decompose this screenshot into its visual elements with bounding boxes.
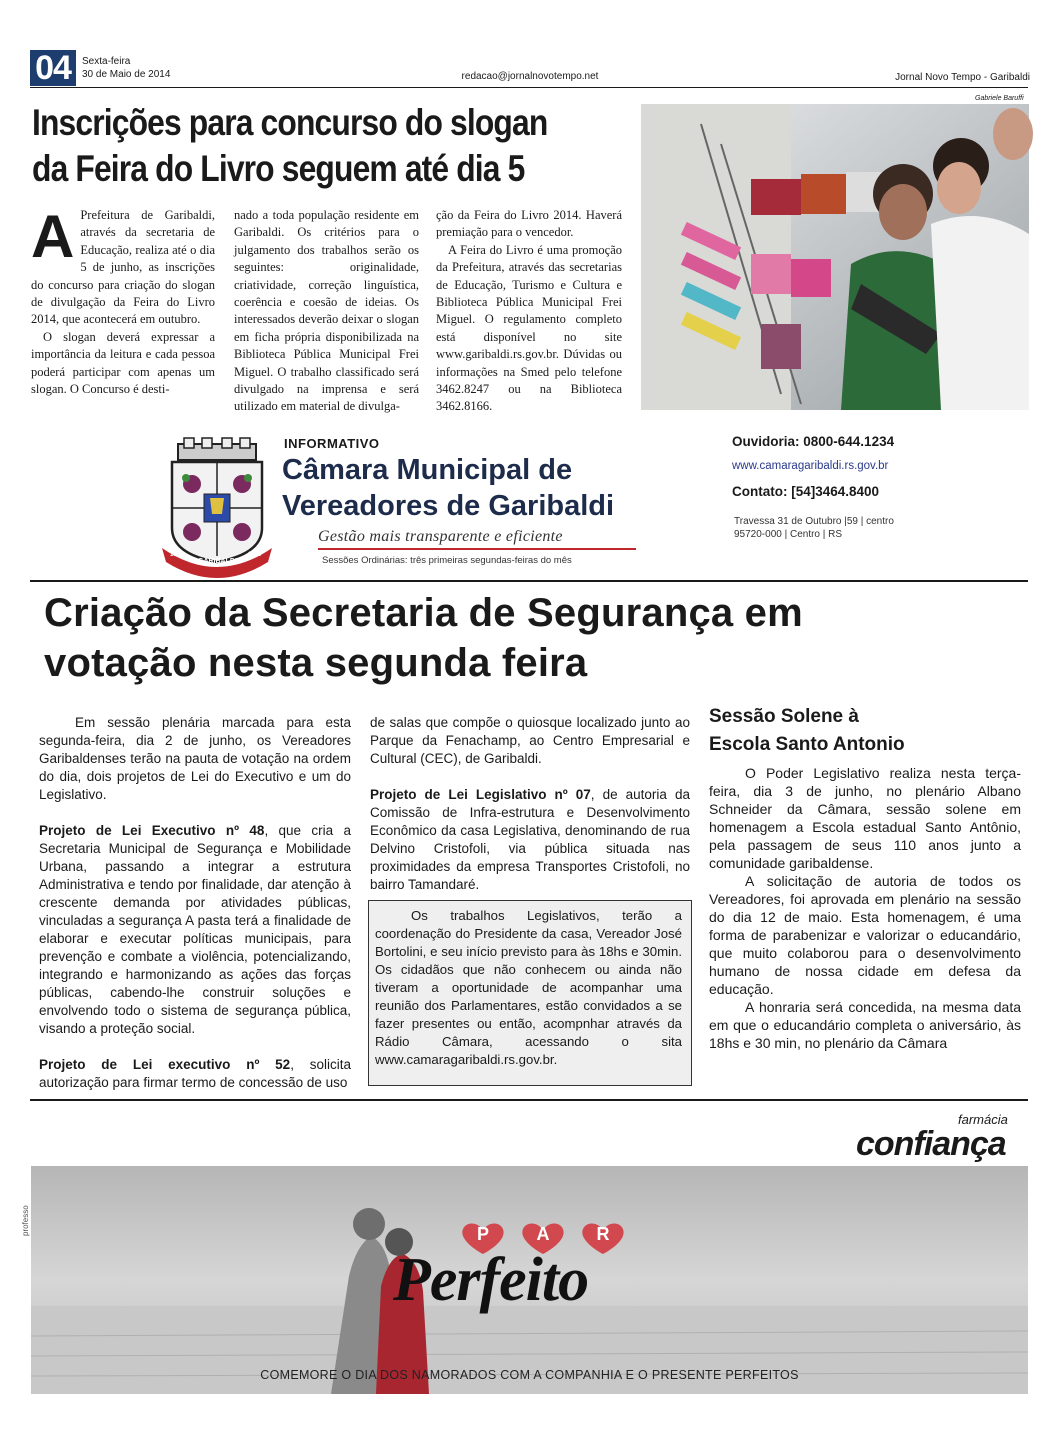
bill-07-text: , de autoria da Comissão de Infra-estrutura e Desenvolvimento Econômico da casa Legislativa, denominando de rua Delvino Cristofoli, via pública situada nas proximidades da empresa Transportes Cristofoli, no bairro Tamandaré.: [370, 787, 690, 892]
article2-title-line1: Criação da Secretaria de Segurança em: [44, 591, 803, 635]
weekday: Sexta-feira: [82, 56, 131, 67]
brand-small: farmácia: [958, 1112, 1008, 1127]
dropcap: A: [31, 203, 75, 270]
ad-divider: [30, 1099, 1028, 1101]
session-info-box: [368, 900, 692, 1086]
date: 30 de Maio de 2014: [82, 69, 171, 80]
article3-p2: A solicitação de autoria de todos os Vereadores, foi aprovada em plenário na sessão do dia 12 de maio. Esta homenagem, é uma forma de parabenizar e valorizar o educandário, que muito colaborou para o desenvolvimento humano de nossa cidade em defesa da educação.: [709, 873, 1021, 997]
page-number: 04: [30, 50, 76, 86]
session-info-text-wrap: [375, 907, 682, 1069]
article2-col2: [370, 714, 690, 894]
bill-48-text: , que cria a Secretaria Municipal de Segurança e Mobilidade Urbana, passando a integrar a estrutura Administrativa e tendo por finalidade, dar atenção à crescente demanda por atividades públicas, vinculadas a segurança A pasta terá a finalidade de elaborar e executar políticas municipais, para prevenção e combate a violência, potencializando, integrando e harmonizando as ações das forças públicas, cabendo-lhe construir soluções e envolvendo todo o sistema de segurança pública, visando a proteção social.: [39, 823, 351, 1036]
article1-title-line1: Inscrições para concurso do slogan: [32, 102, 548, 143]
address-line1: Travessa 31 de Outubro |59 | centro: [734, 516, 894, 527]
section-divider: [30, 580, 1028, 582]
article1-col1-p2: O slogan deverá expressar a importância da leitura e cada pessoa poderá participar com apenas um slogan. O Concurso é desti-: [31, 329, 215, 397]
article1-col1: [31, 203, 215, 398]
bill-52-text: , solicita autorização para firmar termo de concessão de uso: [39, 1057, 351, 1090]
bill-48-title: Projeto de Lei Executivo nº 48: [39, 823, 265, 838]
ad-slogan: COMEMORE O DIA DOS NAMORADOS COM A COMPANHIA E O PRESENTE PERFEITOS: [260, 1368, 799, 1382]
par-letter-p: P: [476, 1224, 489, 1244]
article1-col3-p2: A Feira do Livro é uma promoção da Prefeitura, através das secretarias de Educação, Turismo e Cultura e Biblioteca Pública Municipal Frei Miguel. O regulamento completo está disponível no site www.garibaldi.rs.gov.br. Dúvidas ou informações na Smed pelo telefone 3462.8247 ou na Biblioteca 3462.8166.: [436, 242, 622, 414]
camara-tagline: Gestão mais transparente e eficiente: [318, 528, 563, 545]
tagline-underline: [318, 548, 636, 550]
camara-name-line2: Vereadores de Garibaldi: [282, 490, 615, 522]
article2-col1-p1: Em sessão plenária marcada para esta segunda-feira, dia 2 de junho, os Vereadores Garibaldenses terão na pauta de votação na ordem do dia, dois projetos de Lei do Executivo e um do Legislativo.: [39, 715, 351, 802]
article3-p3: A honraria será concedida, na mesma data em que o educandário completa o aniversário, às 18hs e 30 min, no plenário da Câmara: [709, 999, 1021, 1051]
article1-col2-p1: nado a toda população residente em Garibaldi. Os critérios para o julgamento dos trabalhos serão os seguintes: originalidade, criatividade, correção linguística, coerência e coesão de ideias. Os interessados deverão deixar o slogan em ficha própria disponibilizada na Biblioteca Pública Municipal Frei Miguel. O trabalho classificado será divulgado na imprensa e será utilizado em material de divulga-: [234, 208, 419, 414]
garibaldi-crest: [158, 436, 276, 576]
article2-col2-p1: de salas que compõe o quiosque localizado junto ao Parque da Fenachamp, ao Centro Empresarial e Cultural (CEC), de Garibaldi.: [370, 715, 690, 766]
issue-date: [82, 55, 170, 81]
book-fair-photo: [641, 104, 1029, 410]
article3-body: [709, 764, 1021, 1052]
header-rule: [30, 87, 1028, 88]
perfeito-script: Perfeito: [393, 1246, 589, 1314]
agency-credit: professo: [21, 1205, 30, 1236]
camara-name-line1: Câmara Municipal de: [282, 454, 573, 486]
article2-col1-p2: [39, 822, 351, 1038]
article1-title-line2: da Feira do Livro seguem até dia 5: [32, 148, 525, 189]
session-info-text: Os trabalhos Legislativos, terão a coordenação do Presidente da casa, Vereador José Bortolini, e seu início previsto para às 18hs e 30min. Os cidadãos que não conhecem ou ainda não tiveram a oportunidade de acompanhar uma reunião dos Parlamentares, estão convidados a se fazer presentes ou então, acompnhar através da Rádio Câmara, acessando o sita www.camaragaribaldi.rs.gov.br.: [375, 908, 682, 1067]
brand-name: confiança: [856, 1125, 1006, 1163]
article1-col1-p1: Prefeitura de Garibaldi, através da secretaria de Educação, realiza até o dia 5 de junho, as inscrições do concurso para criação do slogan de divulgação da Feira do Livro 2014, que acontecerá em outubro.: [31, 208, 215, 327]
address-line2: 95720-000 | Centro | RS: [734, 529, 843, 540]
contact-phone: Contato: [54]3464.8400: [732, 484, 880, 499]
ouvidoria-phone: Ouvidoria: 0800-644.1234: [732, 434, 895, 449]
informativo-label: INFORMATIVO: [284, 436, 380, 451]
article3-p1: O Poder Legislativo realiza nesta terça-feira, dia 3 de junho, no plenário Albano Schneider da Câmara, sessão solene em homenagem a Escola estadual Santo Antônio, pela passagem de seus 110 anos junto a comunidade garibaldense.: [709, 765, 1021, 871]
camara-website-link[interactable]: www.camaragaribaldi.rs.gov.br: [732, 460, 889, 472]
article2-title-line2: votação nesta segunda feira: [44, 641, 588, 685]
camara-name: [282, 452, 614, 524]
crest-label: GARIBALDI: [198, 558, 237, 565]
crest-year-right: 1900: [248, 552, 262, 558]
bill-52-title: Projeto de Lei executivo nº 52: [39, 1057, 291, 1072]
article1-col3-p1: ção da Feira do Livro 2014. Haverá premiação para o vencedor.: [436, 208, 622, 240]
article3-headline: [709, 703, 905, 759]
article1-headline: [32, 100, 634, 192]
par-letter-r: R: [596, 1224, 610, 1244]
camara-address: [734, 515, 894, 541]
par-letter-a: A: [536, 1224, 550, 1244]
bill-07-title: Projeto de Lei Legislativo nº 07: [370, 787, 591, 802]
sessions-info: Sessões Ordinárias: três primeiras segundas-feiras do mês: [322, 555, 572, 566]
crest-year-left: 1870: [170, 552, 184, 558]
article1-col3: [436, 207, 622, 416]
newspaper-name: Jornal Novo Tempo - Garibaldi: [895, 72, 1030, 83]
article2-headline: [44, 588, 1034, 688]
article2-col2-p2: [370, 786, 690, 894]
editorial-email: redacao@jornalnovotempo.net: [461, 71, 599, 82]
article2-col1-p3: [39, 1056, 351, 1092]
dia-dos-namorados-ad: [21, 1166, 1028, 1394]
article2-col1: [39, 714, 351, 1092]
book-fair-illustration: [641, 104, 1029, 410]
article3-title-line1: Sessão Solene à: [709, 706, 859, 727]
photo-credit: Gabriele Baruffi: [975, 95, 1024, 102]
article3-title-line2: Escola Santo Antonio: [709, 734, 905, 755]
article1-col2: [234, 207, 419, 416]
